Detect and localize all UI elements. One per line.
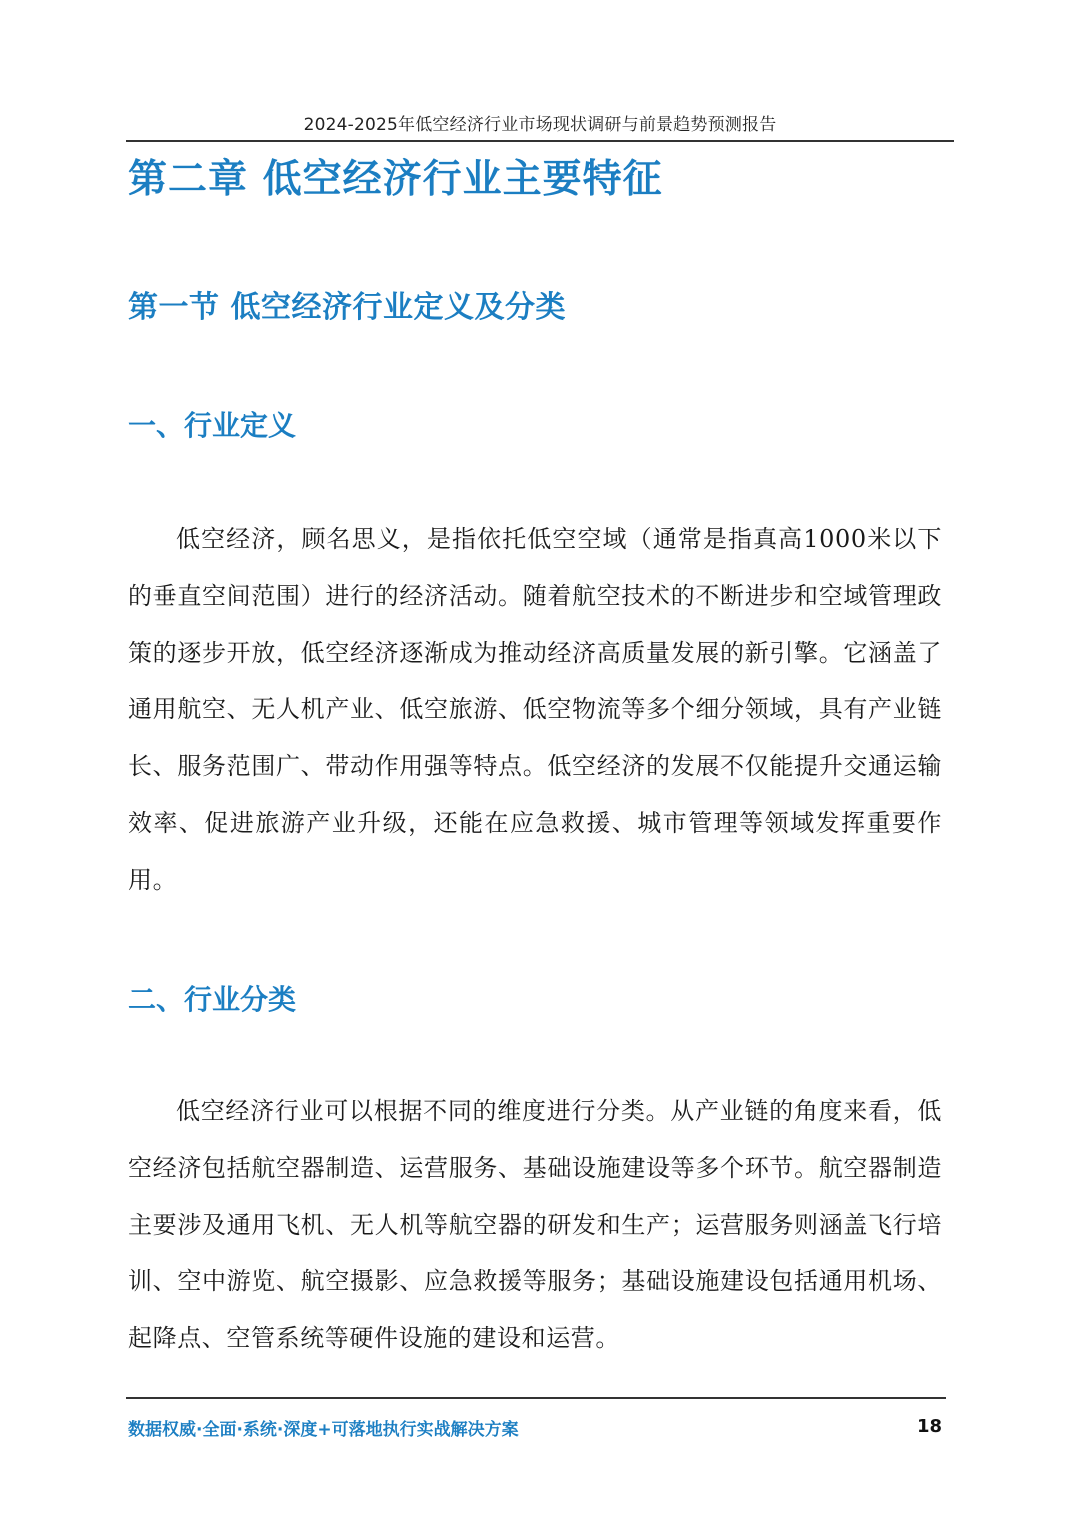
definition-paragraph: 低空经济，顾名思义，是指依托低空空域（通常是指真高1000米以下的垂直空间范围）进行的经济活动。随着航空技术的不断进步和空域管理政策的逐步开放，低空经济逐渐成为推动经济高质量发展的新引擎。它涵盖了通用航空、无人机产业、低空旅游、低空物流等多个细分领域，具有产业链长、服务范围广、带动作用强等特点。低空经济的发展不仅能提升交通运输效率、促进旅游产业升级，还能在应急救援、城市管理等领域发挥重要作用。	[128, 525, 942, 894]
classification-paragraph: 低空经济行业可以根据不同的维度进行分类。从产业链的角度来看，低空经济包括航空器制造、运营服务、基础设施建设等多个环节。航空器制造主要涉及通用飞机、无人机等航空器的研发和生产；运营服务则涵盖飞行培训、空中游览、航空摄影、应急救援等服务；基础设施建设包括通用机场、起降点、空管系统等硬件设施的建设和运营。	[128, 1097, 942, 1353]
running-header: 2024-2025年低空经济行业市场现状调研与前景趋势预测报告	[303, 115, 777, 135]
chapter-title: 第二章 低空经济行业主要特征	[128, 157, 663, 202]
header-divider	[126, 140, 954, 142]
definition-heading: 一、行业定义	[128, 409, 297, 442]
footer-slogan: 数据权威·全面·系统·深度+可落地执行实战解决方案	[128, 1420, 519, 1440]
page-number: 18	[916, 1416, 942, 1437]
footer-divider	[126, 1397, 946, 1399]
section-title: 第一节 低空经济行业定义及分类	[128, 290, 566, 325]
classification-heading: 二、行业分类	[128, 983, 297, 1016]
